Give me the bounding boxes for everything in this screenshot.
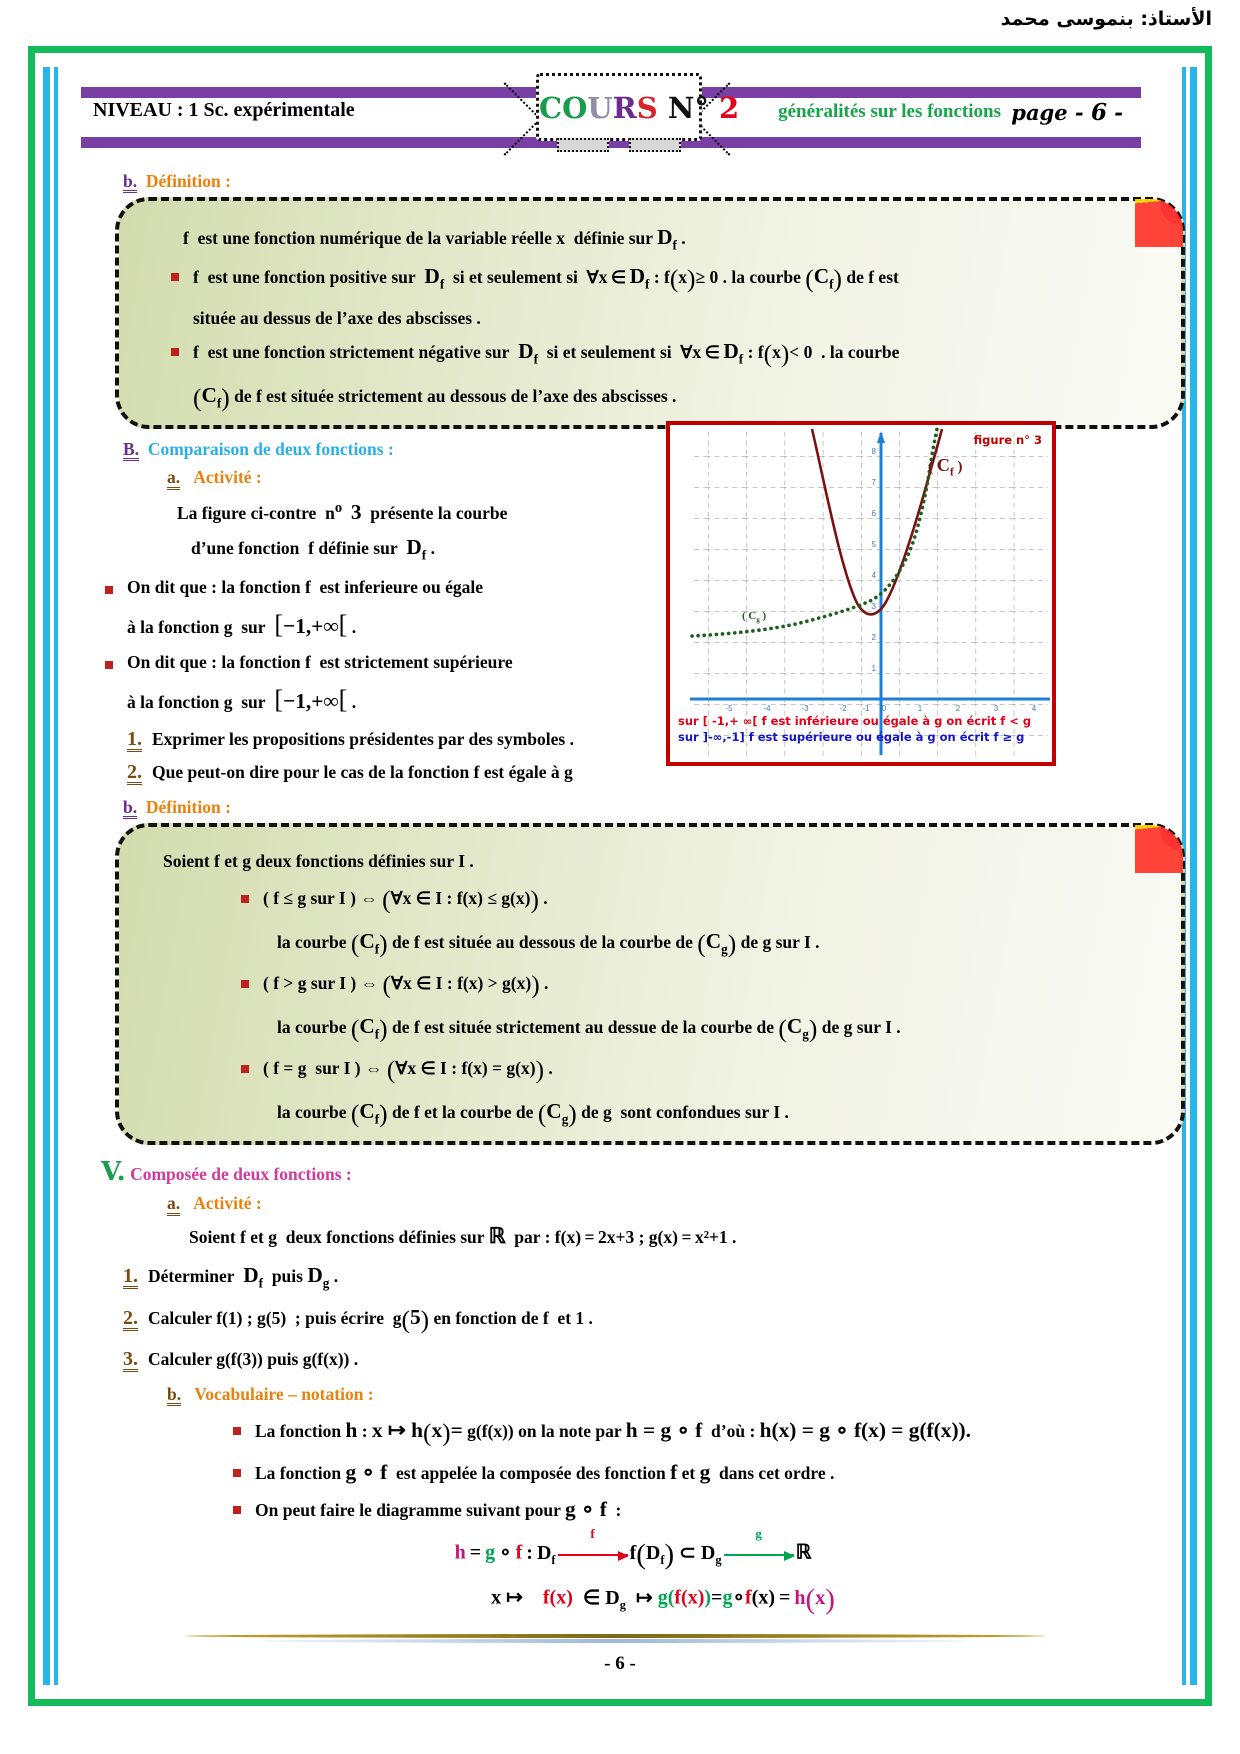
heading-activity-V xyxy=(167,1193,1185,1215)
curve-g-label: ( $C_g$ ) xyxy=(742,610,767,625)
corner-decoration-icon xyxy=(1135,199,1183,247)
course-title-text xyxy=(539,76,740,140)
vocabulary-item-3 xyxy=(233,1497,1185,1522)
svg-text:0: 0 xyxy=(881,704,887,713)
figure-caption-blue: sur ]-∞,-1] f est supérieure ou égale à g on écrit f ≥ g xyxy=(678,730,1025,744)
svg-text:-1: -1 xyxy=(862,704,870,713)
left-blue-bar-thin xyxy=(54,67,58,1685)
page-indicator: page - 6 - xyxy=(1011,99,1123,126)
definition-box-1 xyxy=(115,197,1185,428)
footer-divider xyxy=(185,1630,1045,1646)
definition-1-bullet-2 xyxy=(171,339,1155,413)
definition-1-bullet-1-text: f est une fonction positive sur $D_f$ si et seulement si ∀x ∈ $D_f$ : f(x)≥ 0 . la courbe $(C_f)$ de f est située au dessus de l’axe des abscisses . xyxy=(193,263,899,328)
vocabulary-item-1-text: La fonction h : x ↦ h(x)= g(f(x)) on la note par h = g ∘ f d’où : h(x) = g ∘ f(x) = g(f(x)). xyxy=(255,1418,971,1448)
banner-tab-right xyxy=(629,138,681,152)
svg-text:2: 2 xyxy=(871,633,876,642)
heading-label-b1: b. xyxy=(123,172,137,193)
question-number-v3: 3. xyxy=(123,1348,138,1370)
activity-B-line-2: d’une fonction f définie sur $D_f$ . xyxy=(191,534,435,562)
heading-text-definition-2: Définition : xyxy=(145,796,231,817)
arrow-f xyxy=(556,1525,630,1566)
heading-label-vocabulary: b. xyxy=(167,1385,181,1406)
question-1-text: Exprimer les propositions présidentes par des symboles . xyxy=(152,728,574,749)
svg-text:-5: -5 xyxy=(725,704,733,713)
section-roman-numeral: V. xyxy=(101,1157,126,1188)
svg-text:1: 1 xyxy=(871,664,876,673)
cours-number-prefix: N° xyxy=(667,91,709,125)
question-2-text: Que peut-on dire pour le cas de la fonction f est égale à g xyxy=(152,761,573,782)
bullet-square-icon xyxy=(241,980,249,988)
page-content xyxy=(81,165,1185,1616)
right-blue-bar xyxy=(1190,67,1197,1685)
definition-2-item-3 xyxy=(241,1056,1155,1129)
activity-B-question-1 xyxy=(127,729,641,752)
vocabulary-item-1 xyxy=(233,1418,1185,1448)
activity-V-line: Soient f et g deux fonctions définies sur ℝ par : f(x) = 2x+3 ; g(x) = x²+1 . xyxy=(189,1223,737,1248)
heading-text-activity-B: Activité : xyxy=(193,467,262,488)
curve-f-label: ( $C_f$ ) xyxy=(928,455,963,479)
page-word: page xyxy=(1011,100,1068,125)
figure-svg xyxy=(670,425,1052,762)
vocabulary-item-3-text: On peut faire le diagramme suivant pour g ∘ f : xyxy=(255,1497,622,1522)
svg-text:-2: -2 xyxy=(839,704,847,713)
definition-2-item-1-text: ( f ≤ g sur I ) ⇔ (∀x ∈ I : f(x) ≤ g(x)) . la courbe $(C_f)$ de f est située au dessous de la courbe de $(C_g)$ de g sur I . xyxy=(263,886,820,959)
page-value: 6 xyxy=(1090,99,1107,126)
level-label: NIVEAU : 1 Sc. expérimentale xyxy=(93,99,355,121)
footer-page-number: - 6 - xyxy=(604,1653,636,1674)
arrow-g-label: g xyxy=(755,1525,762,1541)
bullet-square-icon xyxy=(105,661,113,669)
question-number-2: 2. xyxy=(127,760,142,783)
question-number-v2: 2. xyxy=(123,1306,138,1329)
heading-text-vocabulary: Vocabulaire – notation : xyxy=(194,1384,374,1404)
bullet-square-icon xyxy=(105,586,113,594)
figure-graph xyxy=(666,421,1056,766)
svg-text:5: 5 xyxy=(871,540,876,549)
cours-number: 2 xyxy=(708,91,740,125)
page-frame xyxy=(28,46,1212,1706)
activity-B-bullet-2 xyxy=(105,652,641,715)
svg-text:-4: -4 xyxy=(763,704,771,713)
heading-section-V xyxy=(101,1157,1185,1187)
heading-label-activity-V: a. xyxy=(167,1194,180,1215)
cours-letter-r: R xyxy=(612,91,637,125)
svg-text:4: 4 xyxy=(1031,704,1037,713)
definition-1-intro: f est une fonction numérique de la variable réelle x définie sur $D_f$ . xyxy=(183,225,686,253)
definition-1-bullet-1 xyxy=(171,264,1155,329)
chapter-title: généralités sur les fonctions xyxy=(778,101,1001,122)
heading-text-section-B: Comparaison de deux fonctions : xyxy=(147,438,394,459)
arrow-g xyxy=(722,1525,796,1566)
composition-diagram-line-2: x ↦ f(x) ∈ $D_g$ ↦ g(f(x))=g∘f(x) = h(x) xyxy=(491,1583,835,1616)
definition-1-bullet-2-text: f est une fonction strictement négative sur $D_f$ si et seulement si ∀x ∈ $D_f$ : f(x)< 0 . la courbe $(C_f)$ de f est située strictement au dessous de l’axe des abscisses . xyxy=(193,338,900,412)
author-name: الأستاذ: بنموسى محمد xyxy=(1000,8,1212,30)
svg-text:3: 3 xyxy=(871,602,876,611)
corner-decoration-icon xyxy=(1135,825,1183,873)
left-blue-bar xyxy=(43,67,50,1685)
bullet-square-icon xyxy=(233,1506,241,1514)
definition-2-item-2-text: ( f > g sur I ) ⇔ (∀x ∈ I : f(x) > g(x)) . la courbe $(C_f)$ de f est située strictement au dessue de la courbe de $(C_g)$ de g sur I . xyxy=(263,971,901,1044)
heading-label-B: B. xyxy=(123,440,139,461)
vocabulary-item-2-text: La fonction g ∘ f est appelée la composée des fonction f et g dans cet ordre . xyxy=(255,1460,835,1485)
definition-box-2 xyxy=(115,823,1185,1145)
bullet-square-icon xyxy=(233,1469,241,1477)
activity-B-bullet-1-text: On dit que : la fonction f est inferieure ou égale à la fonction g sur [−1,+∞[ . xyxy=(127,576,483,639)
bullet-square-icon xyxy=(233,1427,241,1435)
svg-text:6: 6 xyxy=(871,509,876,518)
activity-B-bullet-1 xyxy=(105,577,641,640)
svg-text:7: 7 xyxy=(871,478,876,487)
svg-text:2: 2 xyxy=(955,704,961,713)
vocabulary-item-2 xyxy=(233,1460,1185,1485)
banner-tab-left xyxy=(557,138,609,152)
question-number-v1: 1. xyxy=(123,1264,138,1287)
arrow-f-label: f xyxy=(590,1525,595,1541)
bullet-square-icon xyxy=(241,895,249,903)
heading-text-activity-V: Activité : xyxy=(193,1193,262,1214)
heading-text-definition-1: Définition : xyxy=(145,171,231,191)
svg-text:-3: -3 xyxy=(801,704,809,713)
composition-diagram-line-1: h = g ∘ f : $D_f$ f $f(D_f)$ ⊂ $D_g$ g ℝ xyxy=(454,1525,812,1571)
figure-caption-red: sur [ -1,+ ∞[ f est inférieure ou égale à g on écrit f < g xyxy=(678,714,1032,728)
heading-definition-2 xyxy=(123,797,1185,819)
course-title-box xyxy=(536,73,740,141)
cours-letter-s: S xyxy=(636,91,658,125)
definition-2-item-2 xyxy=(241,971,1155,1044)
definition-2-item-1 xyxy=(241,886,1155,959)
svg-text:3: 3 xyxy=(993,704,999,713)
question-V-2: 2. Calculer f(1) ; g(5) ; puis écrire g(5) en fonction de f et 1 . xyxy=(123,1304,593,1334)
question-V-3: 3. Calculer g(f(3)) puis g(f(x)) . xyxy=(123,1348,359,1370)
heading-label-activity-B: a. xyxy=(167,468,180,489)
activity-B-bullet-2-text: On dit que : la fonction f est strictement supérieure à la fonction g sur [−1,+∞[ . xyxy=(127,651,513,714)
definition-2-intro: Soient f et g deux fonctions définies sur I . xyxy=(163,851,474,872)
cours-letter-o: O xyxy=(562,91,588,125)
bullet-square-icon xyxy=(171,273,179,281)
svg-text:4: 4 xyxy=(871,571,876,580)
svg-text:8: 8 xyxy=(871,447,876,456)
figure-number-label: figure n° 3 xyxy=(973,433,1042,447)
question-number-1: 1. xyxy=(127,727,142,750)
cours-letter-c: C xyxy=(539,91,563,125)
cours-letter-u: U xyxy=(587,91,613,125)
header-banner xyxy=(81,75,1141,151)
heading-definition-1 xyxy=(123,171,1185,193)
activity-B-question-2 xyxy=(127,762,641,785)
heading-text-section-V: Composée de deux fonctions : xyxy=(130,1164,352,1185)
heading-label-b2: b. xyxy=(123,798,137,819)
activity-B-line-1: La figure ci-contre $n^o$ 3 présente la courbe xyxy=(177,499,508,524)
heading-vocabulary xyxy=(167,1384,1185,1406)
bullet-square-icon xyxy=(171,348,179,356)
question-V-1: 1. Déterminer $D_f$ puis $D_g$ . xyxy=(123,1262,339,1290)
definition-2-item-3-text: ( f = g sur I ) ⇔ (∀x ∈ I : f(x) = g(x)) . la courbe $(C_f)$ de f et la courbe de $(C_g)$ de g sont confondues sur I . xyxy=(263,1056,789,1129)
bullet-square-icon xyxy=(241,1065,249,1073)
svg-text:1: 1 xyxy=(917,704,923,713)
